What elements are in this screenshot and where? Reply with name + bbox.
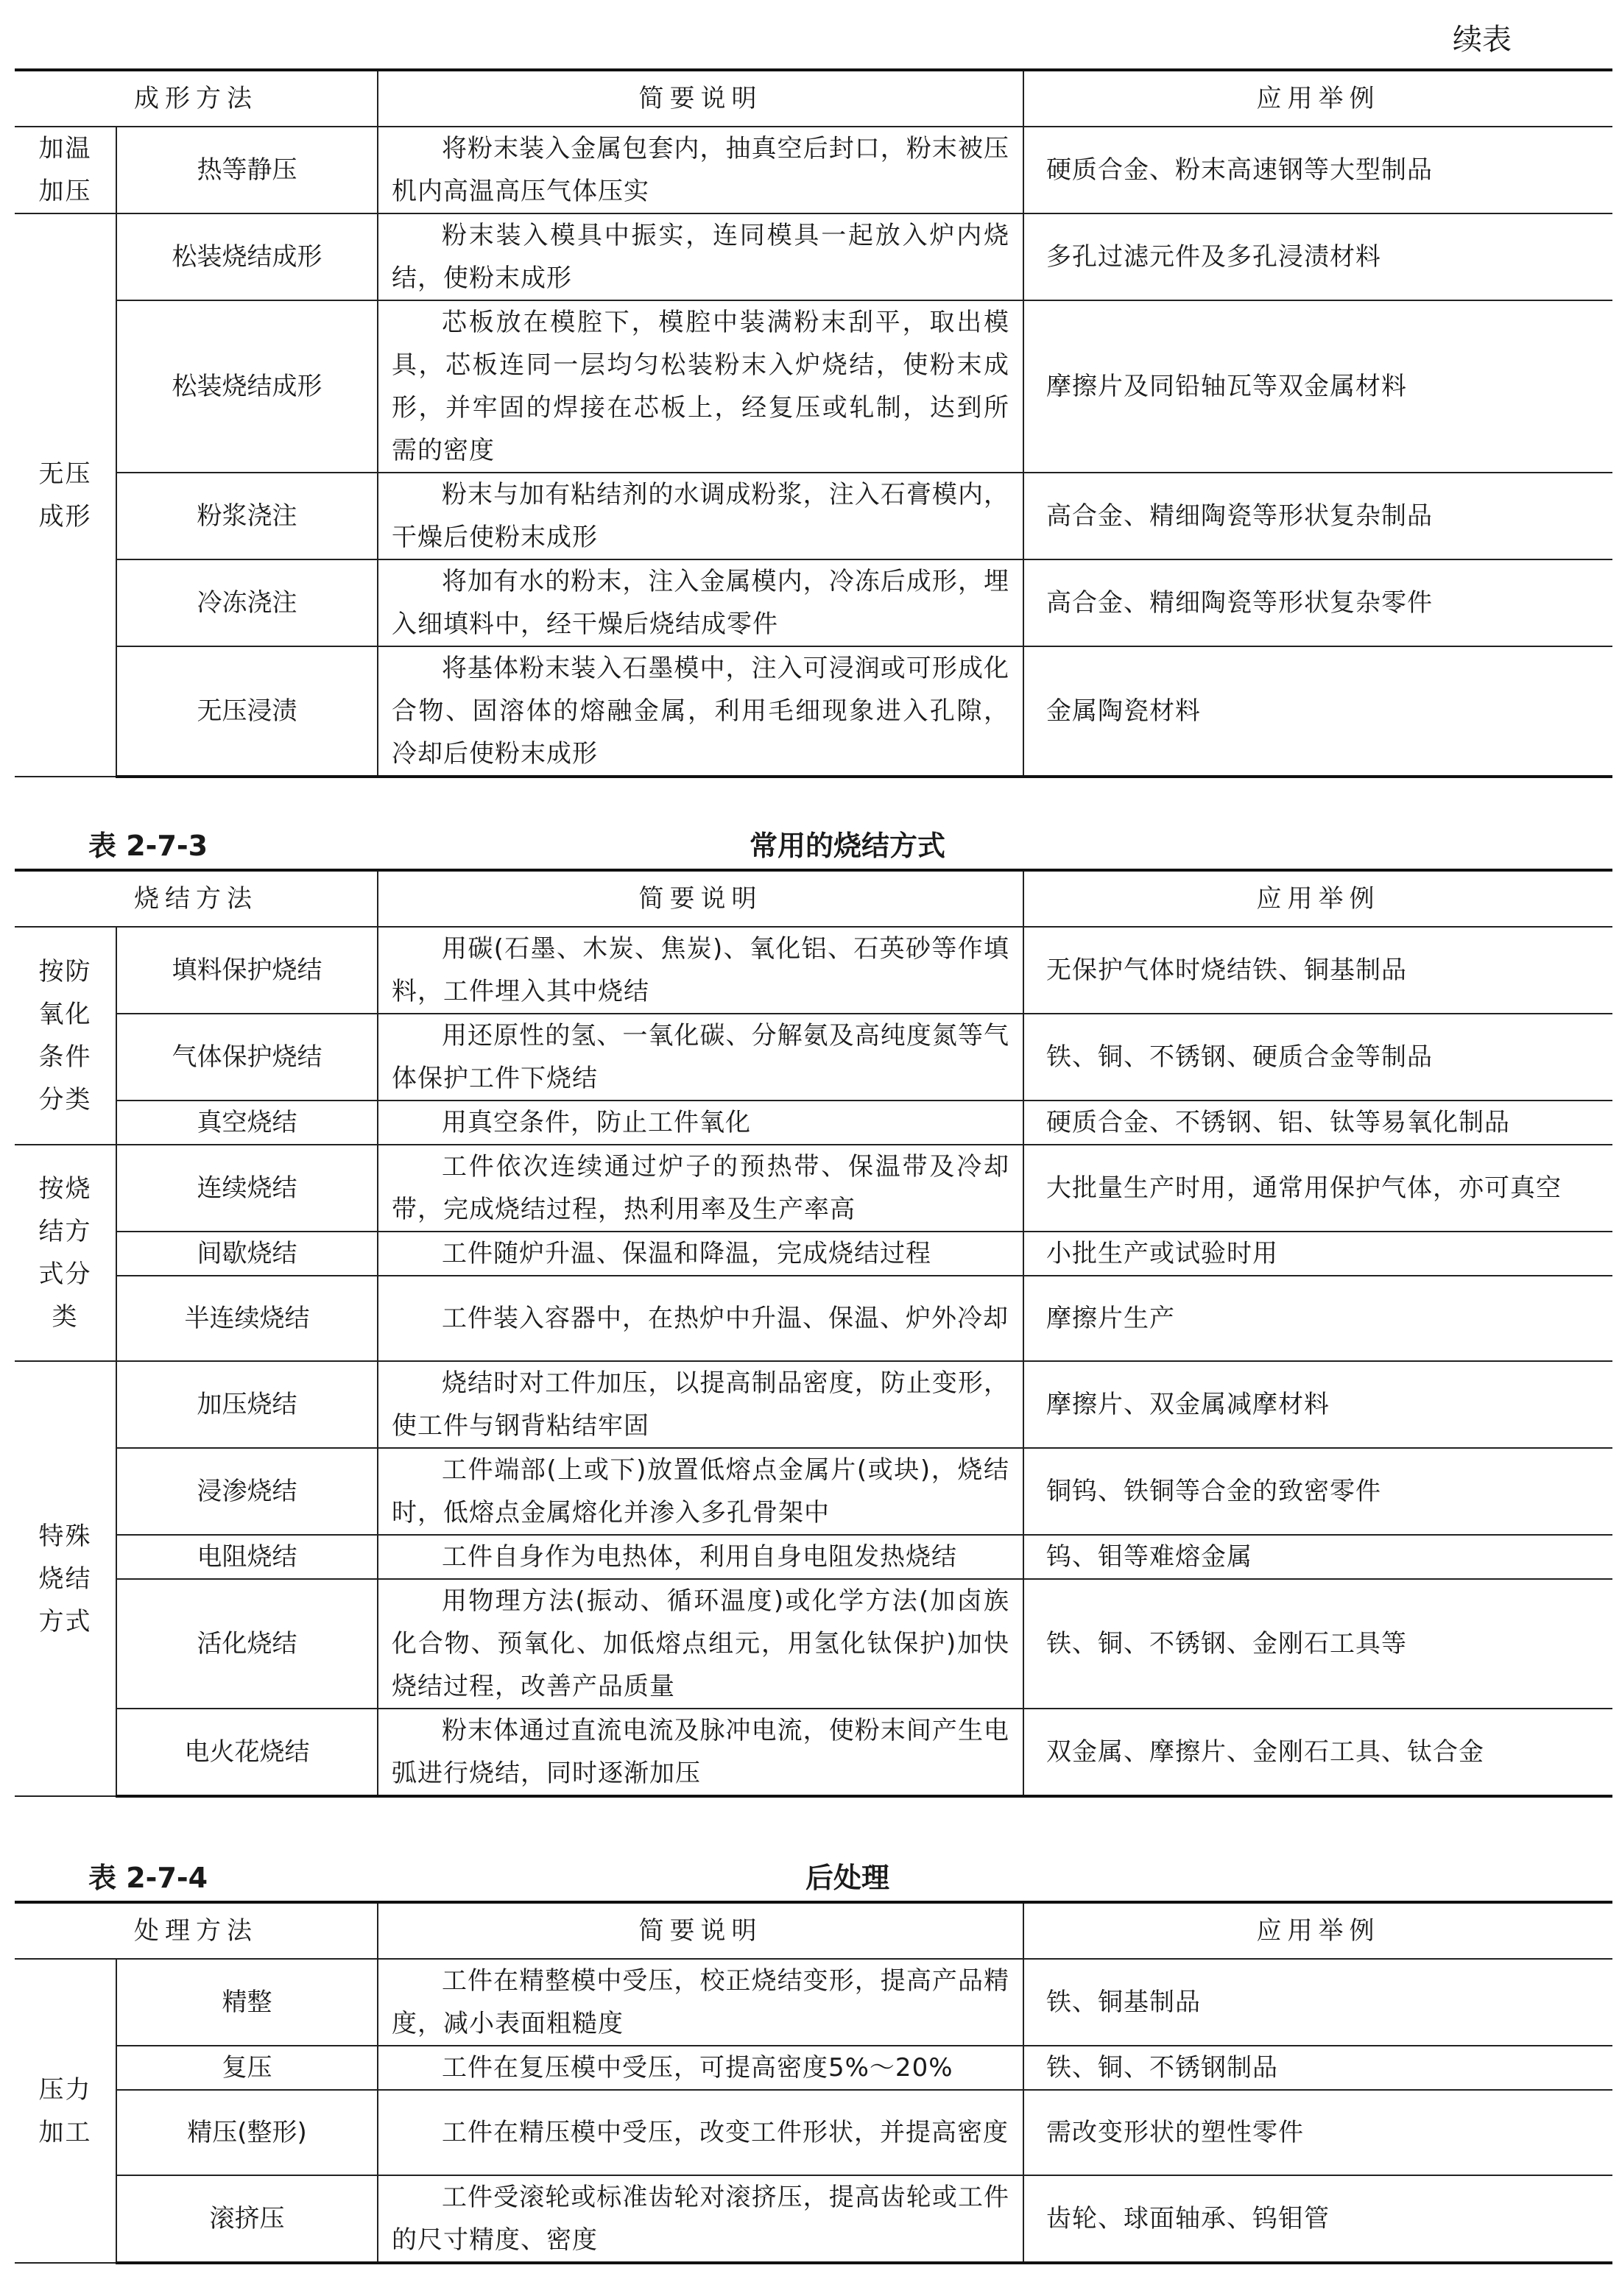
- method-cell: 冷冻浇注: [116, 559, 378, 646]
- description-cell: 用真空条件，防止工件氧化: [378, 1101, 1023, 1145]
- method-cell: 间歇烧结: [116, 1232, 378, 1276]
- application-cell: 硬质合金、不锈钢、铝、钛等易氧化制品: [1023, 1101, 1612, 1145]
- table-row: [15, 646, 1612, 777]
- method-cell: 电阻烧结: [116, 1535, 378, 1579]
- description-cell: 将加有水的粉末，注入金属模内，冷冻后成形，埋入细填料中，经干燥后烧结成零件: [378, 559, 1023, 646]
- application-cell: 金属陶瓷材料: [1023, 646, 1612, 777]
- method-cell: 填料保护烧结: [116, 927, 378, 1014]
- application-cell: 硬质合金、粉末高速钢等大型制品: [1023, 127, 1612, 213]
- description-cell: 粉末与加有粘结剂的水调成粉浆，注入石膏模内，干燥后使粉末成形: [378, 473, 1023, 559]
- method-cell: 气体保护烧结: [116, 1014, 378, 1101]
- description-cell: 用物理方法(振动、循环温度)或化学方法(加卤族化合物、预氧化、加低熔点组元，用氢化钛保护)加快烧结过程，改善产品质量: [378, 1579, 1023, 1709]
- category-cell: 按防 氧化 条件 分类: [15, 927, 116, 1145]
- method-cell: 精整: [116, 1959, 378, 2046]
- table-row: [15, 1709, 1612, 1796]
- table-row: [15, 1361, 1612, 1448]
- header-application: 应用举例: [1023, 1902, 1612, 1959]
- header-method: 成形方法: [15, 70, 378, 127]
- application-cell: 铜钨、铁铜等合金的致密零件: [1023, 1448, 1612, 1535]
- description-cell: 工件在精整模中受压，校正烧结变形，提高产品精度，减小表面粗糙度: [378, 1959, 1023, 2046]
- table-row: [15, 1101, 1612, 1145]
- header-description: 简要说明: [378, 70, 1023, 127]
- header-application: 应用举例: [1023, 870, 1612, 927]
- method-cell: 真空烧结: [116, 1101, 378, 1145]
- description-cell: 工件随炉升温、保温和降温，完成烧结过程: [378, 1232, 1023, 1276]
- table-header-row: [15, 70, 1612, 127]
- table-row: [15, 1276, 1612, 1361]
- continued-label: 续表: [1453, 23, 1512, 57]
- description-cell: 粉末体通过直流电流及脉冲电流，使粉末间产生电弧进行烧结，同时逐渐加压: [378, 1709, 1023, 1796]
- table-title: 常用的烧结方式: [749, 830, 945, 862]
- application-cell: 多孔过滤元件及多孔浸渍材料: [1023, 213, 1612, 300]
- description-cell: 将基体粉末装入石墨模中，注入可浸润或可形成化合物、固溶体的熔融金属，利用毛细现象进入孔隙，冷却后使粉末成形: [378, 646, 1023, 777]
- method-cell: 粉浆浇注: [116, 473, 378, 559]
- table-number: 表 2-7-4: [88, 1862, 208, 1894]
- table-row: [15, 559, 1612, 646]
- application-cell: 摩擦片生产: [1023, 1276, 1612, 1361]
- category-cell: 按烧 结方 式分 类: [15, 1145, 116, 1361]
- table-caption-sintering: [81, 817, 1614, 861]
- header-description: 简要说明: [378, 1902, 1023, 1959]
- table-title: 后处理: [805, 1862, 889, 1894]
- table-row: [15, 1145, 1612, 1232]
- table-row: [15, 473, 1612, 559]
- description-cell: 工件自身作为电热体，利用自身电阻发热烧结: [378, 1535, 1023, 1579]
- method-cell: 电火花烧结: [116, 1709, 378, 1796]
- header-description: 简要说明: [378, 870, 1023, 927]
- description-cell: 工件装入容器中，在热炉中升温、保温、炉外冷却: [378, 1276, 1023, 1361]
- category-cell: 压力 加工: [15, 1959, 116, 2263]
- table-row: [15, 1232, 1612, 1276]
- application-cell: 小批生产或试验时用: [1023, 1232, 1612, 1276]
- description-cell: 工件依次连续通过炉子的预热带、保温带及冷却带，完成烧结过程，热利用率及生产率高: [378, 1145, 1023, 1232]
- table-row: [15, 2175, 1612, 2263]
- description-cell: 用还原性的氢、一氧化碳、分解氨及高纯度氮等气体保护工件下烧结: [378, 1014, 1023, 1101]
- description-cell: 用碳(石墨、木炭、焦炭)、氧化铝、石英砂等作填料，工件埋入其中烧结: [378, 927, 1023, 1014]
- description-cell: 工件端部(上或下)放置低熔点金属片(或块)，烧结时，低熔点金属熔化并渗入多孔骨架中: [378, 1448, 1023, 1535]
- table-row: [15, 1448, 1612, 1535]
- header-method: 烧结方法: [15, 870, 378, 927]
- table-row: [15, 1535, 1612, 1579]
- application-cell: 摩擦片及同铅轴瓦等双金属材料: [1023, 300, 1612, 473]
- method-cell: 无压浸渍: [116, 646, 378, 777]
- table-row: [15, 127, 1612, 213]
- description-cell: 工件在精压模中受压，改变工件形状，并提高密度: [378, 2090, 1023, 2175]
- description-cell: 将粉末装入金属包套内，抽真空后封口，粉末被压机内高温高压气体压实: [378, 127, 1023, 213]
- header-application: 应用举例: [1023, 70, 1612, 127]
- table-row: [15, 1959, 1612, 2046]
- category-cell: 加温 加压: [15, 127, 116, 213]
- method-cell: 松装烧结成形: [116, 213, 378, 300]
- category-cell: 特殊 烧结 方式: [15, 1361, 116, 1796]
- application-cell: 摩擦片、双金属减摩材料: [1023, 1361, 1612, 1448]
- method-cell: 精压(整形): [116, 2090, 378, 2175]
- application-cell: 无保护气体时烧结铁、铜基制品: [1023, 927, 1612, 1014]
- table-row: [15, 927, 1612, 1014]
- method-cell: 复压: [116, 2046, 378, 2090]
- description-cell: 烧结时对工件加压，以提高制品密度，防止变形，使工件与钢背粘结牢固: [378, 1361, 1023, 1448]
- method-cell: 连续烧结: [116, 1145, 378, 1232]
- category-cell: 无压 成形: [15, 213, 116, 777]
- table-number: 表 2-7-3: [88, 830, 208, 862]
- application-cell: 铁、铜、不锈钢、金刚石工具等: [1023, 1579, 1612, 1709]
- application-cell: 大批量生产时用，通常用保护气体，亦可真空: [1023, 1145, 1612, 1232]
- description-cell: 工件受滚轮或标准齿轮对滚挤压，提高齿轮或工件的尺寸精度、密度: [378, 2175, 1023, 2263]
- description-cell: 工件在复压模中受压，可提高密度5%～20%: [378, 2046, 1023, 2090]
- table-header-row: [15, 870, 1612, 927]
- table-header-row: [15, 1902, 1612, 1959]
- application-cell: 铁、铜基制品: [1023, 1959, 1612, 2046]
- table-caption-post-treatment: [81, 1849, 1614, 1893]
- application-cell: 铁、铜、不锈钢、硬质合金等制品: [1023, 1014, 1612, 1101]
- application-cell: 高合金、精细陶瓷等形状复杂制品: [1023, 473, 1612, 559]
- application-cell: 双金属、摩擦片、金刚石工具、钛合金: [1023, 1709, 1612, 1796]
- table-row: [15, 2046, 1612, 2090]
- table-row: [15, 213, 1612, 300]
- method-cell: 半连续烧结: [116, 1276, 378, 1361]
- method-cell: 热等静压: [116, 127, 378, 213]
- table-row: [15, 1579, 1612, 1709]
- post-treatment-table: [15, 1901, 1612, 2264]
- method-cell: 滚挤压: [116, 2175, 378, 2263]
- application-cell: 高合金、精细陶瓷等形状复杂零件: [1023, 559, 1612, 646]
- header-method: 处理方法: [15, 1902, 378, 1959]
- sintering-methods-table: [15, 869, 1612, 1798]
- method-cell: 松装烧结成形: [116, 300, 378, 473]
- application-cell: 钨、钼等难熔金属: [1023, 1535, 1612, 1579]
- application-cell: 需改变形状的塑性零件: [1023, 2090, 1612, 2175]
- description-cell: 芯板放在模腔下，模腔中装满粉末刮平，取出模具，芯板连同一层均匀松装粉末入炉烧结，使粉末成形，并牢固的焊接在芯板上，经复压或轧制，达到所需的密度: [378, 300, 1023, 473]
- method-cell: 活化烧结: [116, 1579, 378, 1709]
- table-row: [15, 300, 1612, 473]
- description-cell: 粉末装入模具中振实，连同模具一起放入炉内烧结，使粉末成形: [378, 213, 1023, 300]
- table-row: [15, 2090, 1612, 2175]
- method-cell: 加压烧结: [116, 1361, 378, 1448]
- method-cell: 浸渗烧结: [116, 1448, 378, 1535]
- table-row: [15, 1014, 1612, 1101]
- application-cell: 铁、铜、不锈钢制品: [1023, 2046, 1612, 2090]
- forming-methods-table: [15, 68, 1612, 778]
- application-cell: 齿轮、球面轴承、钨钼管: [1023, 2175, 1612, 2263]
